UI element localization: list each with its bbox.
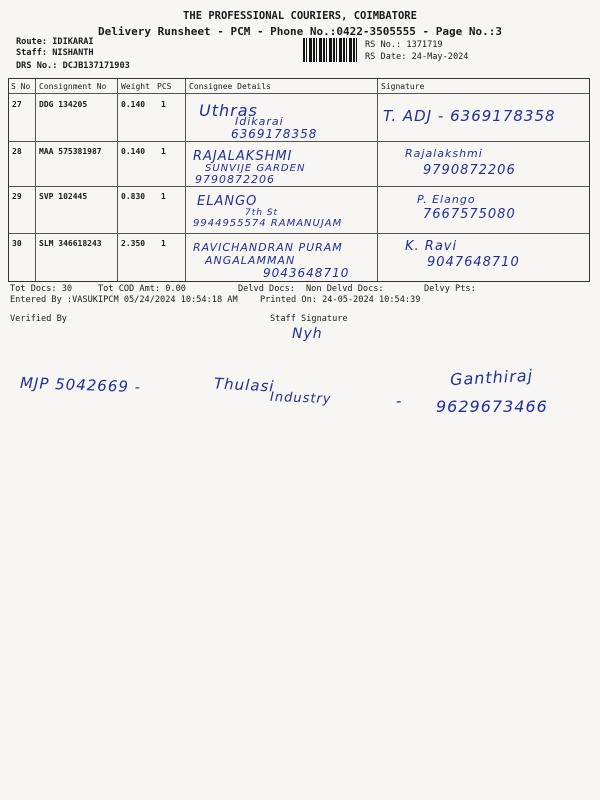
staff-signature-label: Staff Signature: [270, 314, 348, 324]
signature-phone-handwritten: 9790872206: [423, 163, 516, 178]
table-row-consignment: DDG 134205: [39, 100, 88, 109]
consignee-phone-handwritten: 9944955574 RAMANUJAM: [193, 218, 343, 229]
table-row-sno: 28: [12, 147, 22, 156]
handwritten-note-name: Ganthiraj: [449, 365, 534, 390]
consignee-area-handwritten: 7th St: [245, 208, 279, 218]
consignee-area-handwritten: ANGALAMMAN: [205, 254, 296, 267]
total-docs: Tot Docs: 30: [10, 284, 73, 294]
handwritten-note-phone: 9629673466: [436, 397, 548, 416]
consignee-name-handwritten: ELANGO: [197, 194, 258, 209]
table-row-weight: 2.350: [121, 239, 146, 248]
runsheet-table: [8, 78, 590, 282]
table-row-sno: 29: [12, 192, 22, 201]
staff-label: Staff: NISHANTH: [16, 48, 94, 58]
barcode: [303, 38, 359, 62]
consignee-name-handwritten: RAJALAKSHMI: [193, 149, 293, 164]
handwritten-note-code: MJP 5042669 -: [19, 373, 142, 397]
consignee-area-handwritten: Idikarai: [235, 115, 284, 128]
company-title: THE PROFESSIONAL COURIERS, COIMBATORE: [183, 10, 417, 22]
signature-handwritten: T. ADJ - 6369178358: [383, 107, 556, 125]
col-header-consignee: Consignee Details: [189, 82, 271, 91]
delivered-docs: Delvd Docs:: [238, 284, 295, 294]
consignee-phone-handwritten: 6369178358: [231, 127, 318, 141]
staff-initials-handwritten: Nyh: [292, 326, 323, 342]
consignee-phone-handwritten: 9043648710: [263, 266, 350, 280]
rs-number: RS No.: 1371719: [365, 40, 443, 50]
total-cod-amount: Tot COD Amt: 0.00: [98, 284, 186, 294]
handwritten-note-dash: -: [396, 392, 403, 410]
route-label: Route: IDIKARAI: [16, 37, 94, 47]
table-row-weight: 0.140: [121, 100, 146, 109]
table-row-pcs: 1: [161, 192, 166, 201]
table-row-pcs: 1: [161, 147, 166, 156]
consignee-name-handwritten: RAVICHANDRAN PURAM: [193, 241, 343, 254]
table-row-consignment: SLM 346618243: [39, 239, 102, 248]
table-row-sno: 30: [12, 239, 22, 248]
non-delivered-docs: Non Delvd Docs:: [306, 284, 384, 294]
delivery-points: Delvy Pts:: [424, 284, 476, 294]
signature-handwritten: Rajalakshmi: [405, 147, 483, 160]
signature-phone-handwritten: 9047648710: [427, 255, 520, 270]
rs-date: RS Date: 24-May-2024: [365, 52, 469, 62]
col-header-consignment: Consignment No: [39, 82, 107, 91]
table-row-pcs: 1: [161, 239, 166, 248]
table-row-pcs: 1: [161, 100, 166, 109]
col-header-pcs: PCS: [157, 82, 172, 91]
consignee-area-handwritten: SUNVIJE GARDEN: [205, 163, 306, 174]
runsheet-title: Delivery Runsheet - PCM - Phone No.:0422-3505555 - Page No.:3: [98, 25, 502, 38]
signature-handwritten: P. Elango: [417, 193, 476, 206]
col-header-weight: Weight: [121, 82, 150, 91]
table-row-consignment: MAA 575381987: [39, 147, 102, 156]
handwritten-note-place2: Industry: [269, 389, 332, 408]
col-header-signature: Signature: [381, 82, 425, 91]
col-header-sno: S No: [11, 82, 31, 91]
printed-on: Printed On: 24-05-2024 10:54:39: [260, 295, 421, 305]
consignee-phone-handwritten: 9790872206: [195, 173, 275, 186]
table-row-weight: 0.830: [121, 192, 146, 201]
signature-phone-handwritten: 7667575080: [423, 207, 516, 222]
verified-by-label: Verified By: [10, 314, 67, 324]
table-row-sno: 27: [12, 100, 22, 109]
table-row-weight: 0.140: [121, 147, 146, 156]
table-row-consignment: SVP 102445: [39, 192, 88, 201]
consignee-name-handwritten: Uthras: [199, 101, 258, 120]
handwritten-note-place: Thulasi: [213, 374, 275, 396]
drs-number: DRS No.: DCJB137171903: [16, 61, 130, 71]
signature-handwritten: K. Ravi: [405, 239, 458, 254]
entered-by: Entered By :VASUKIPCM 05/24/2024 10:54:18 AM: [10, 295, 238, 305]
